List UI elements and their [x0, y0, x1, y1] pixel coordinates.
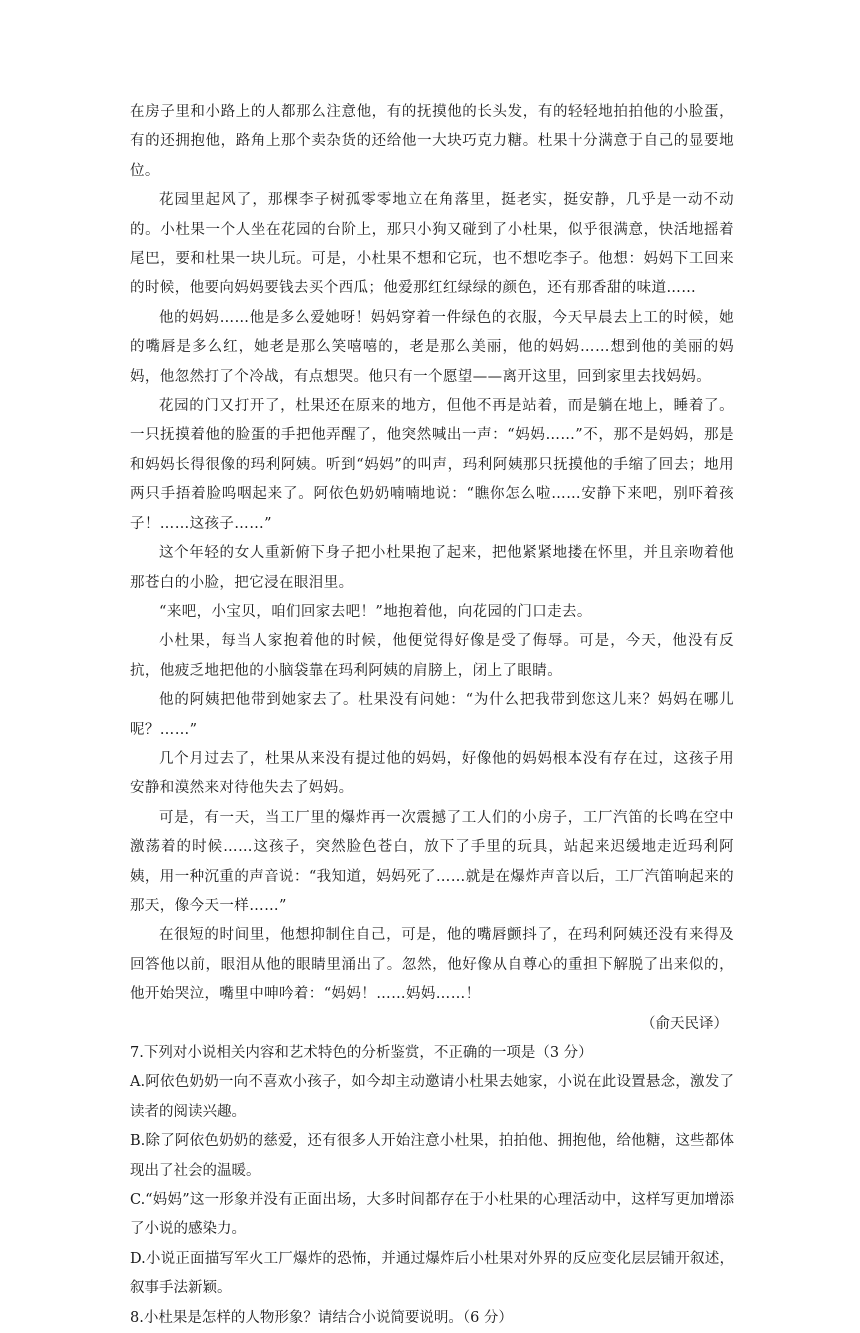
question-7-option-b: B.除了阿依色奶奶的慈爱，还有很多人开始注意小杜果，拍拍他、拥抱他，给他糖，这些都体现出了社会的温暖。	[130, 1133, 734, 1179]
story-paragraph-4: 花园的门又打开了，杜果还在原来的地方，但他不再是站着，而是躺在地上，睡着了。一只抚摸着他的脸蛋的手把他弄醒了，他突然喊出一声：“妈妈……”不，那不是妈妈，那是和妈妈长得很像的玛利阿姨。听到“妈妈”的叫声，玛利阿姨那只抚摸他的手缩了回去；地用两只手捂着脸呜咽起来了。阿依色奶奶喃喃地说：“瞧你怎么啦……安静下来吧，别吓着孩子！……这孩子……”	[130, 398, 734, 532]
story-paragraph-6: “来吧，小宝贝，咱们回家去吧！”地抱着他，向花园的门口走去。	[159, 603, 592, 620]
question-7-option-a: A.阿依色奶奶一向不喜欢小孩子，如今却主动邀请小杜果去她家，小说在此设置悬念，激发了读者的阅读兴趣。	[130, 1074, 734, 1120]
story-paragraph-9: 几个月过去了，杜果从来没有提过他的妈妈，好像他的妈妈根本没有存在过，这孩子用安静和漠然来对待他失去了妈妈。	[130, 750, 734, 797]
question-8-stem: 8.小杜果是怎样的人物形象？请结合小说简要说明。（6 分）	[130, 1309, 513, 1326]
question-7-stem: 7.下列对小说相关内容和艺术特色的分析鉴赏，不正确的一项是（3 分）	[130, 1045, 593, 1061]
question-7-option-d: D.小说正面描写军火工厂爆炸的恐怖，并通过爆炸后小杜果对外界的反应变化层层铺开叙述，叙事手法新颖。	[130, 1250, 734, 1297]
story-paragraph-10: 可是，有一天，当工厂里的爆炸再一次震撼了工人们的小房子，工厂汽笛的长鸣在空中激荡着的时候……这孩子，突然脸色苍白，放下了手里的玩具，站起来迟缓地走近玛利阿姨，用一种沉重的声音说：“我知道，妈妈死了……就是在爆炸声音以后，工厂汽笛响起来的那天，像今天一样……”	[130, 809, 734, 914]
translator-credit: （俞天民译）	[641, 1015, 728, 1032]
story-text	[130, 98, 734, 1039]
question-7-option-c: C.“妈妈”这一形象并没有正面出场，大多时间都存在于小杜果的心理活动中，这样写更加增添了小说的感染力。	[130, 1192, 734, 1238]
story-paragraph-2: 花园里起风了，那棵李子树孤零零地立在角落里，挺老实，挺安静，几乎是一动不动的。小杜果一个人坐在花园的台阶上，那只小狗又碰到了小杜果，似乎很满意，快活地摇着尾巴，要和杜果一块儿玩。可是，小杜果不想和它玩，也不想吃李子。他想：妈妈下工回来的时候，他要向妈妈要钱去买个西瓜；他爱那红红绿绿的颜色，还有那香甜的味道……	[130, 192, 734, 297]
story-paragraph-11: 在很短的时间里，他想抑制住自己，可是，他的嘴唇颤抖了，在玛利阿姨还没有来得及回答他以前，眼泪从他的眼睛里涌出了。忽然，他好像从自尊心的重担下解脱了出来似的，他开始哭泣，嘴里中呻吟着：“妈妈！……妈妈……！	[130, 927, 734, 1003]
story-paragraph-7: 小杜果，每当人家抱着他的时候，他便觉得好像是受了侮辱。可是，今天，他没有反抗，他疲乏地把他的小脑袋靠在玛利阿姨的肩膀上，闭上了眼睛。	[130, 633, 734, 679]
story-paragraph-5: 这个年轻的女人重新俯下身子把小杜果抱了起来，把他紧紧地搂在怀里，并且亲吻着他那苍白的小脸，把它浸在眼泪里。	[130, 545, 734, 591]
story-paragraph-3: 他的妈妈……他是多么爱她呀！妈妈穿着一件绿色的衣服，今天早晨去上工的时候，她的嘴唇是多么红，她老是那么笑嘻嘻的，老是那么美丽，他的妈妈……想到他的美丽的妈妈，他忽然打了个冷战，有点想哭。他只有一个愿望——离开这里，回到家里去找妈妈。	[130, 309, 734, 385]
story-paragraph-8: 他的阿姨把他带到她家去了。杜果没有问她：“为什么把我带到您这儿来？妈妈在哪儿呢？……”	[130, 692, 734, 738]
story-paragraph-1: 在房子里和小路上的人都那么注意他，有的抚摸他的长头发，有的轻轻地拍拍他的小脸蛋，有的还拥抱他，路角上那个卖杂货的还给他一大块巧克力糖。杜果十分满意于自己的显要地位。	[130, 104, 734, 179]
questions-section	[130, 1039, 734, 1333]
exam-page	[130, 98, 734, 1333]
